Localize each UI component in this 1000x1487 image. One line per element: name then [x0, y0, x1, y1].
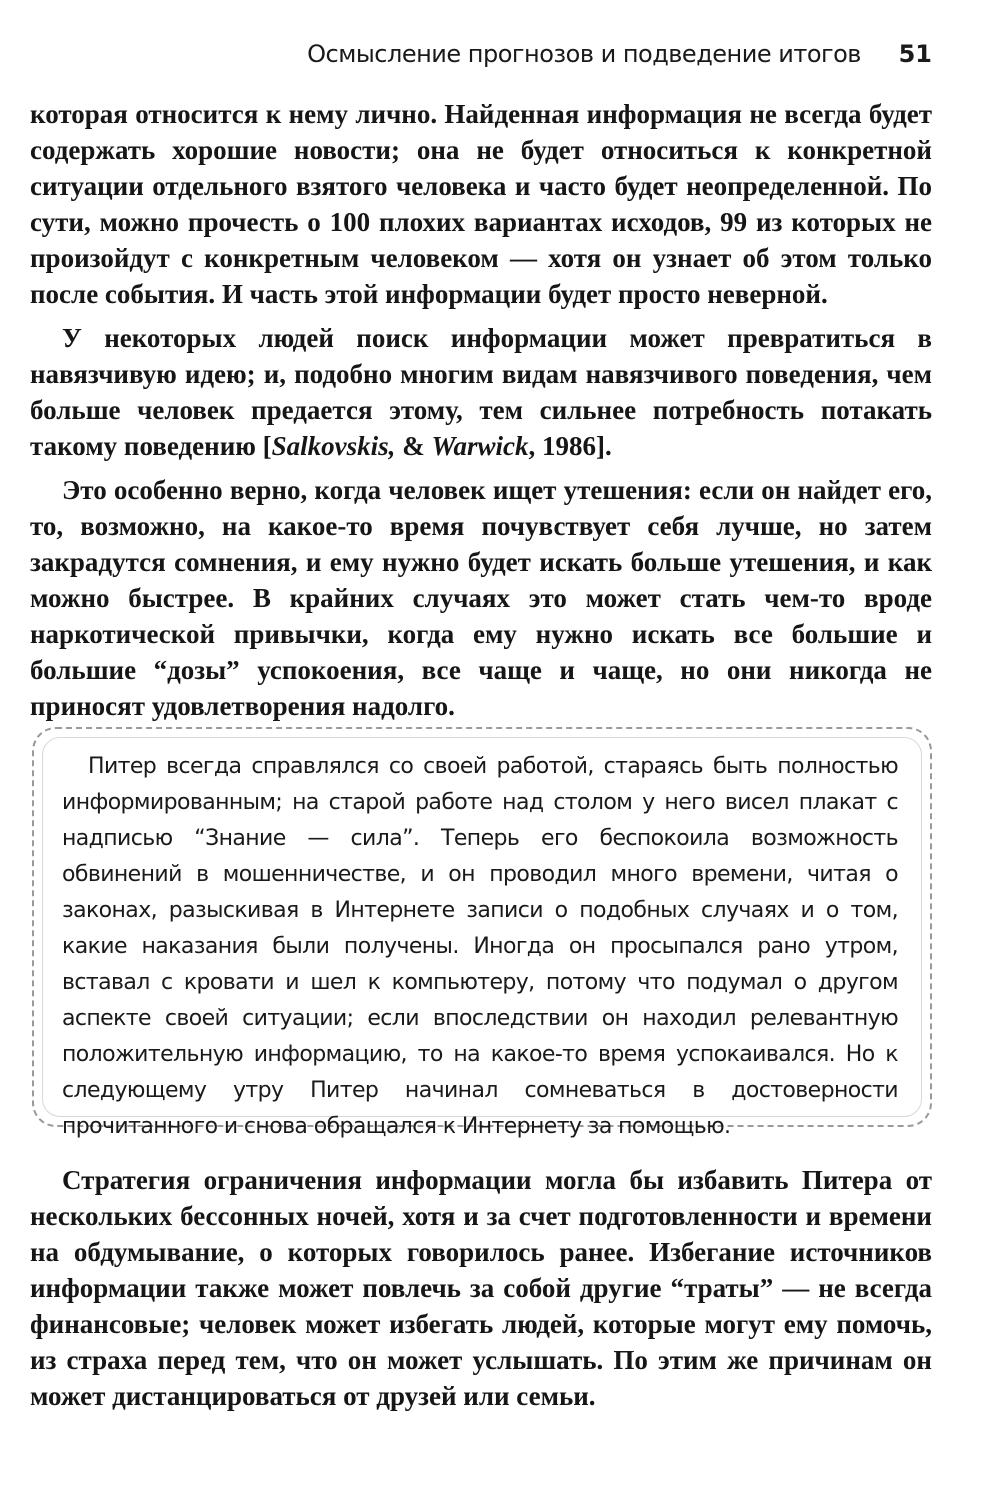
case-study-paragraph: Питер всегда справлялся со своей работой, стараясь быть полностью информированным; на старой работе над столом у него висел плакат с надписью “Знание — сила”. Теперь его беспокоила возможность обвинений в мошенничестве, и он проводил много времени, читая о законах, разыскивая в Интернете записи о подобных случаях и о том, какие наказания были получены. Иногда он просыпался рано утром, вставал с кровати и шел к компьютеру, потому что подумал о другом аспекте своей ситуации; если впоследствии он находил релевантную положительную информацию, то на какое-то время успокаивался. Но к следующему утру Питер начинал сомневаться в достоверности прочитанного и снова обращался к Интернету за помощью. — [62, 754, 898, 1139]
paragraph-4: Стратегия ограничения информации могла бы избавить Питера от нескольких бессонных ночей, хотя и за счет подготовленности и времени на обдумывание, о которых говорилось ранее. Избегание источников информации также может повлечь за собой другие “траты” — не всегда финансовые; человек может избегать людей, которые могут ему помочь, из страха перед тем, что он может услышать. По этим же причинам он может дистанцироваться от друзей или семьи. — [30, 1165, 932, 1411]
paragraph-3: Это особенно верно, когда человек ищет утешения: если он найдет его, то, возможно, на какое-то время почувствует себя лучше, но затем закрадутся сомнения, и ему нужно будет искать больше утешения, и как можно быстрее. В крайних случаях это может стать чем-то вроде наркотической привычки, когда ему нужно искать все большие и большие “дозы” успокоения, все чаще и чаще, но они никогда не приносят удовлетворения надолго. — [30, 475, 932, 721]
page-header — [30, 38, 932, 70]
citation-ampersand: & — [395, 431, 432, 461]
paragraph-2 — [30, 320, 932, 464]
citation-author-1: Salkovskis, — [271, 431, 396, 461]
citation-author-2: Warwick — [431, 431, 529, 461]
body-text-bottom — [30, 1162, 932, 1414]
body-text-top — [30, 96, 932, 724]
running-title: Осмысление прогнозов и подведение итогов — [307, 40, 861, 68]
paragraph-1: которая относится к нему лично. Найденная информация не всегда будет содержать хорошие новости; она не будет относиться к конкретной ситуации отдельного взятого человека и часто будет неопределенной. По сути, можно прочесть о 100 плохих вариантах исходов, 99 из которых не произойдут с конкретным человеком — хотя он узнает об этом только после события. И часть этой информации будет просто неверной. — [30, 99, 932, 309]
case-study-text — [62, 749, 898, 1145]
page-number: 51 — [898, 40, 932, 68]
paragraph-2-text: У некоторых людей поиск информации может превратиться в навязчивую идею; и, подобно многим видам навязчивого поведения, чем больше человек предается этому, тем сильнее потребность потакать такому поведению [ — [30, 323, 932, 461]
citation-year: , 1986]. — [528, 431, 612, 461]
